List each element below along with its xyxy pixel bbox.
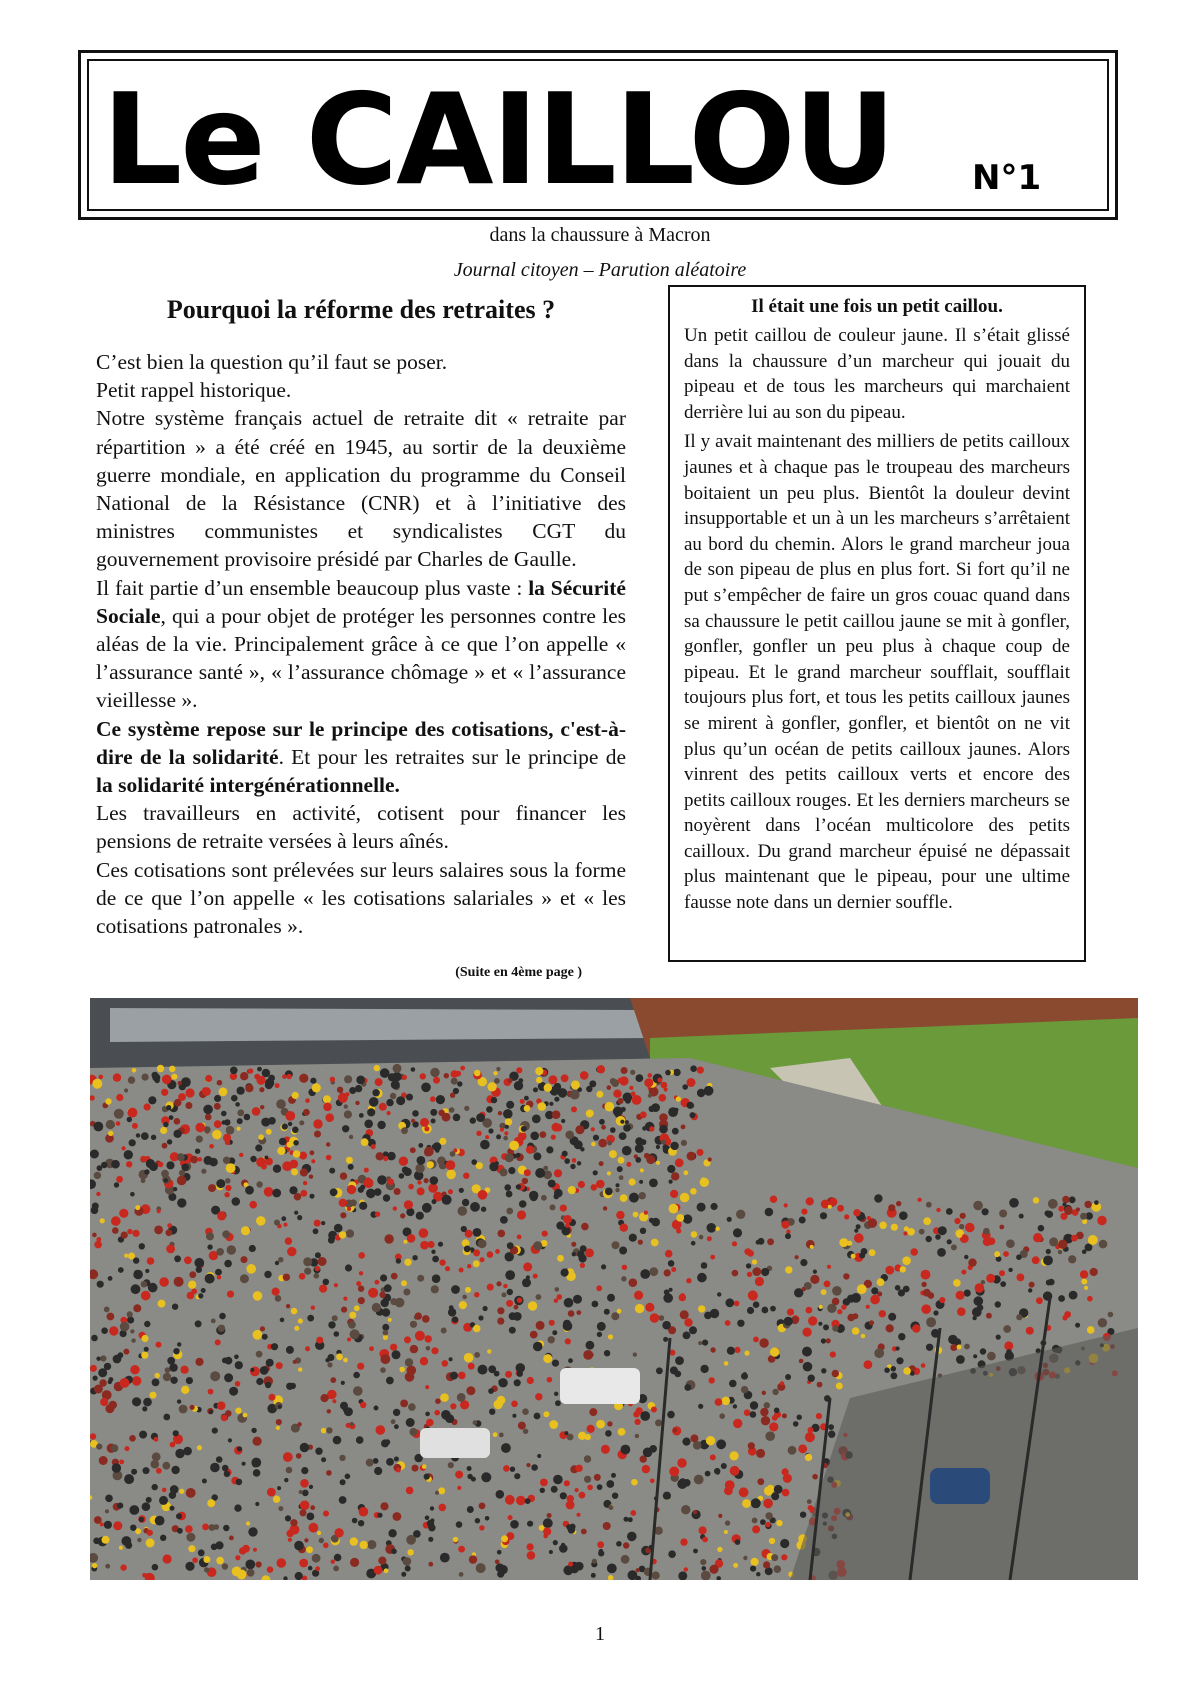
- continued-note: (Suite en 4ème page ): [455, 965, 582, 980]
- bold-text: la Sécurité Sociale: [96, 575, 626, 628]
- article-paragraph: [96, 574, 626, 715]
- story-paragraph: Un petit caillou de couleur jaune. Il s’était glissé dans la chaussure d’un marcheur qui jouait du pipeau et de tous les marcheurs qui marchaient derrière lui au son du pipeau.: [684, 325, 1070, 423]
- tagline: dans la chaussure à Macron: [489, 224, 711, 246]
- story-heading: Il était une fois un petit caillou.: [751, 296, 1003, 317]
- crowd-illustration: [90, 998, 1138, 1580]
- article-body: [96, 348, 626, 940]
- article-paragraph: [96, 715, 626, 800]
- article-paragraph: Petit rappel historique.: [96, 378, 292, 403]
- page-number: 1: [595, 1623, 605, 1645]
- text-segment: Il fait partie d’un ensemble beaucoup plus vaste :: [96, 575, 529, 600]
- demonstration-photo: [90, 998, 1138, 1580]
- article-paragraph: Notre système français actuel de retraite dit « retraite par répartition » a été créé en 1945, au sortir de la deuxième guerre mondiale, en application du programme du Conseil National de la Résistance (CNR) et à l’initiative des ministres communistes et syndicalistes CGT du gouvernement provisoire présidé par Charles de Gaulle.: [96, 406, 626, 572]
- subtitle: Journal citoyen – Parution aléatoire: [453, 259, 747, 281]
- article-paragraph: Les travailleurs en activité, cotisent pour financer les pensions de retraite versées à leurs aînés.: [96, 801, 626, 854]
- story-box: [668, 285, 1086, 962]
- text-segment: , qui a pour objet de protéger les personnes contre les aléas de la vie. Principalement grâce à ce que l’on appelle « l’assurance santé », « l’assurance chômage » et « l’assurance vieillesse ».: [96, 603, 626, 713]
- bold-text: Ce système repose sur le principe des cotisations, c'est-à-dire de la solidarité: [96, 716, 626, 769]
- newspaper-title: Le CAILLOU: [102, 66, 894, 213]
- text-segment: . Et pour les retraites sur le principe de: [278, 744, 626, 769]
- article-paragraph: Ces cotisations sont prélevées sur leurs salaires sous la forme de ce que l’on appelle « les cotisations salariales » et « les cotisations patronales ».: [96, 857, 626, 939]
- article-paragraph: C’est bien la question qu’il faut se poser.: [96, 350, 448, 374]
- issue-number: N°1: [972, 158, 1042, 198]
- story-paragraph: Il y avait maintenant des milliers de petits cailloux jaunes et à chaque pas le troupeau des marcheurs boitaient un peu plus. Bientôt la douleur devint insupportable et un à un les marcheurs s’arrêtaient au bord du chemin. Alors le grand marcheur joua de son pipeau de plus en plus fort. Si fort qu’il ne put s’empêcher de faire un gros couac quand dans sa chaussure le petit caillou jaune se mit à gonfler, gonfler, gonfler un peu plus à chaque coup de pipeau. Et le grand marcheur soufflait, soufflait toujours plus fort, et tous les petits cailloux jaunes se mirent à gonfler, gonfler, et bientôt on ne vit plus qu’un océan de petits cailloux jaunes. Alors vinrent des petits cailloux verts et encore des petits cailloux rouges. Et les derniers marcheurs se noyèrent dans l’océan multicolore des petits cailloux. Du grand marcheur épuisé ne dépassait plus maintenant que le pipeau, pour une ultime fausse note dans un dernier souffle.: [684, 431, 1070, 914]
- main-article: [96, 292, 626, 940]
- article-heading: Pourquoi la réforme des retraites ?: [166, 295, 556, 324]
- bold-text: la solidarité intergénérationnelle.: [96, 773, 400, 798]
